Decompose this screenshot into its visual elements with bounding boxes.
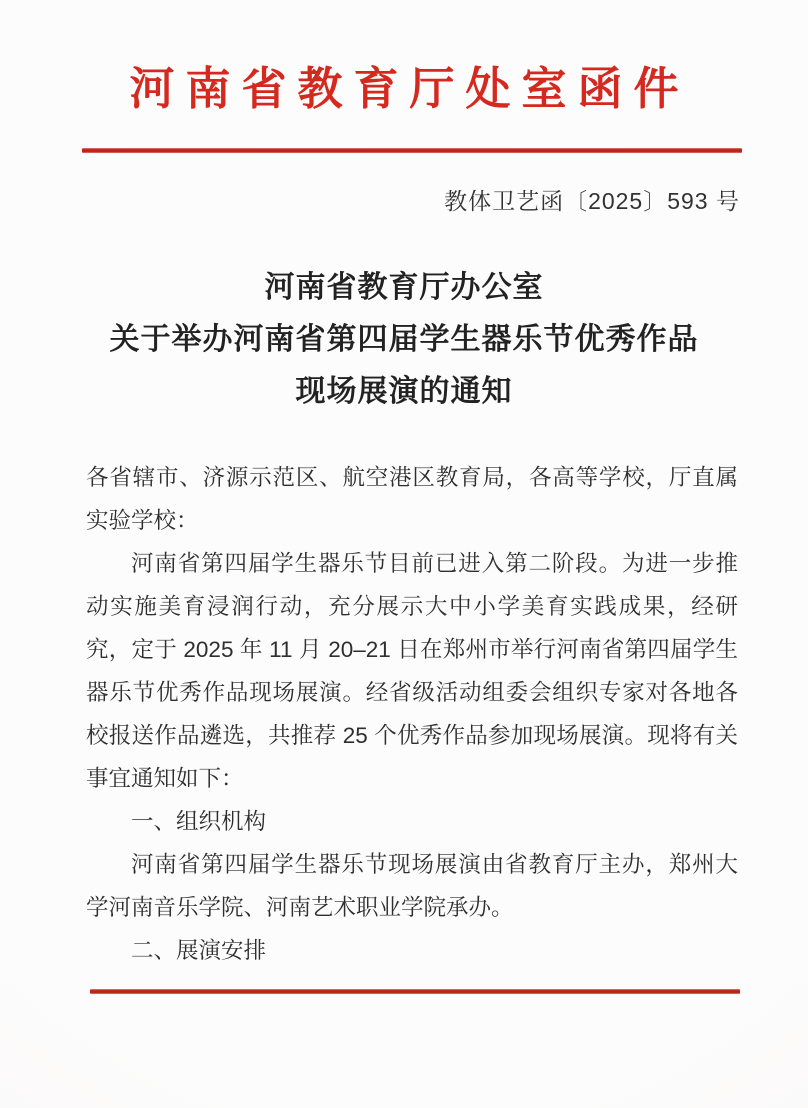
intro-paragraph: 河南省第四届学生器乐节目前已进入第二阶段。为进一步推动实施美育浸润行动，充分展示大中小学美育实践成果，经研究，定于 2025 年 11 月 20–21 日在郑州市举行河南省第四届学生器乐节优秀作品现场展演。经省级活动组委会组织专家对各地各校报送作品遴选，共推荐 25 个优秀作品参加现场展演。现将有关事宜通知如下： <box>86 551 738 791</box>
document-title-line-3: 现场展演的通知 <box>295 375 513 408</box>
red-separator-bottom <box>90 989 740 994</box>
salutation: 各省辖市、济源示范区、航空港区教育局，各高等学校，厅直属实验学校： <box>86 465 738 533</box>
letterhead-title: 河南省教育厅处室函件 <box>129 63 690 114</box>
section-2-heading: 二、展演安排 <box>131 938 267 963</box>
document-number: 教体卫艺函〔2025〕593 号 <box>444 188 740 214</box>
document-title <box>0 262 808 418</box>
red-separator-top <box>82 148 742 153</box>
document-title-line-2: 关于举办河南省第四届学生器乐节优秀作品 <box>109 323 699 356</box>
section-1-paragraph: 河南省第四届学生器乐节现场展演由省教育厅主办，郑州大学河南音乐学院、河南艺术职业学院承办。 <box>86 852 738 920</box>
section-1-heading: 一、组织机构 <box>131 809 267 834</box>
document-title-line-1: 河南省教育厅办公室 <box>264 271 544 304</box>
document-body <box>86 456 738 972</box>
